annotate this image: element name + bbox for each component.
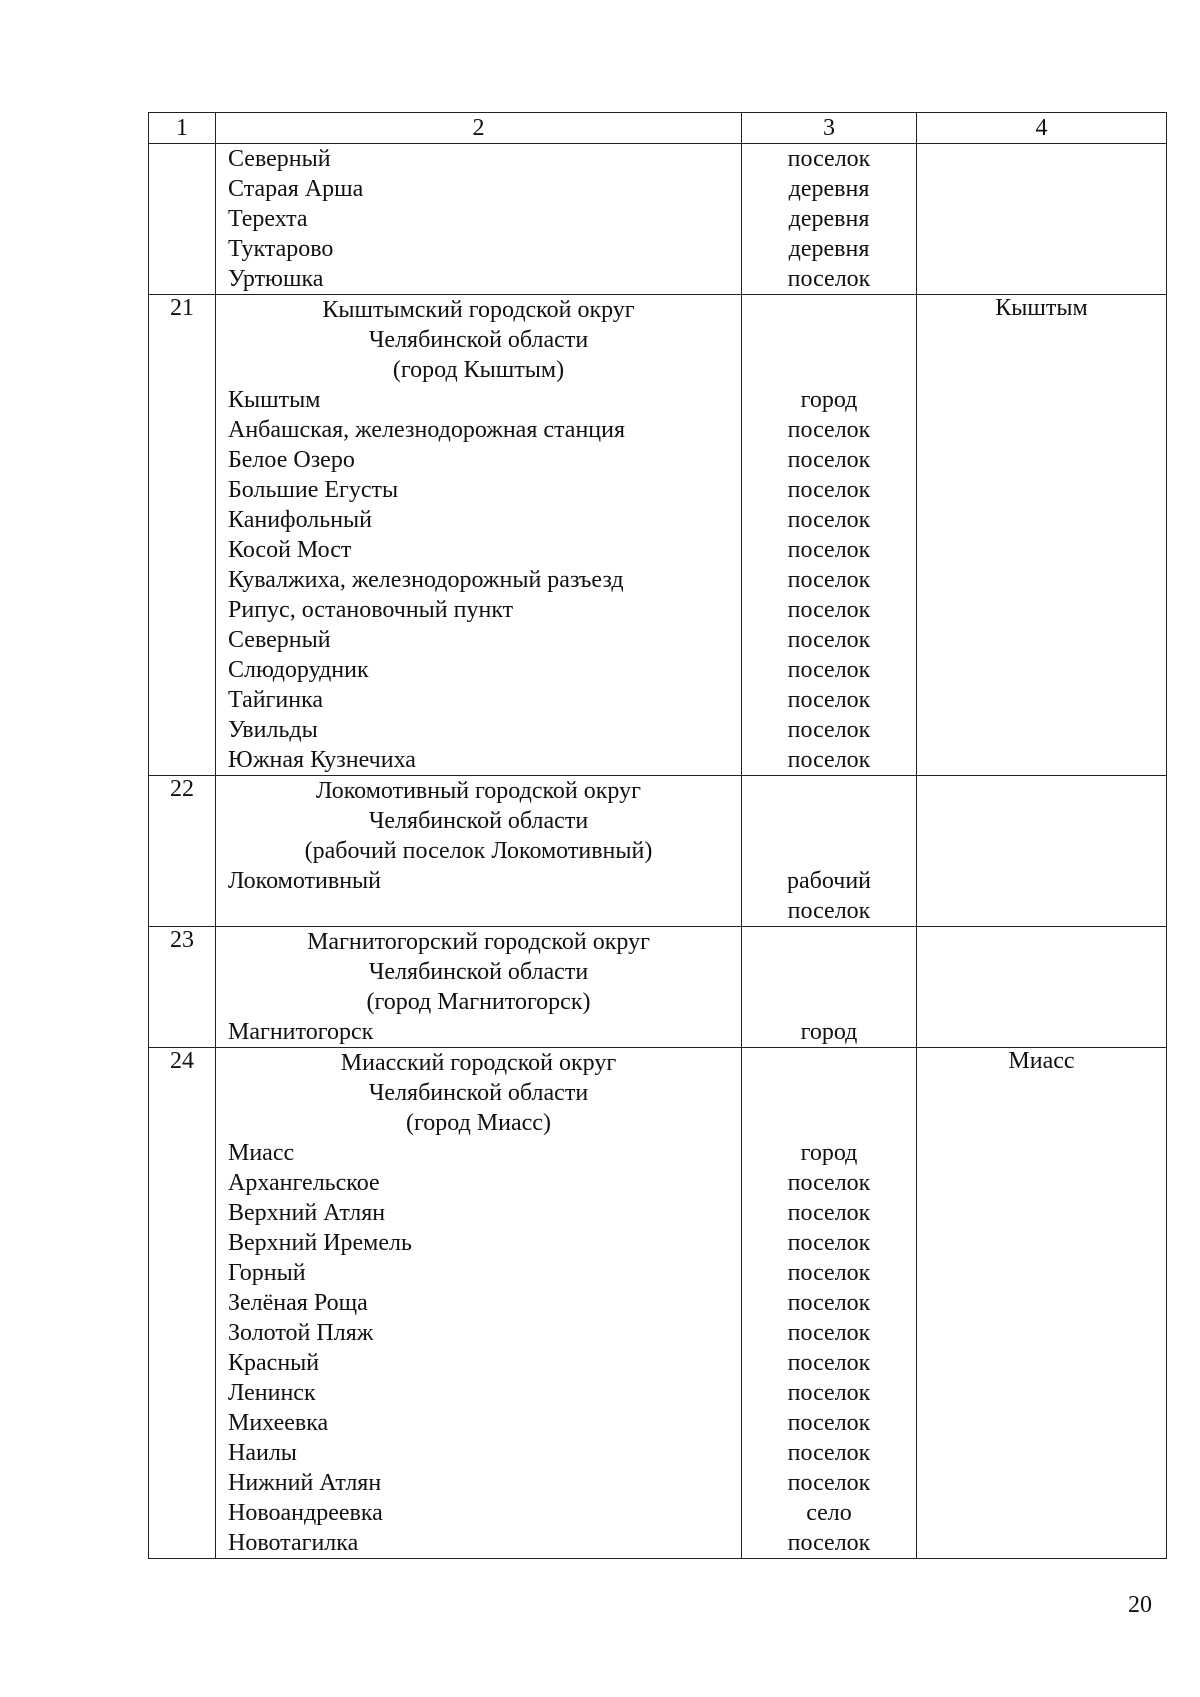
settlement-types-cell bbox=[742, 927, 917, 1048]
settlement-name: Ленинск bbox=[228, 1380, 316, 1406]
settlement-name: Старая Арша bbox=[228, 176, 364, 202]
settlement-type: поселок bbox=[787, 1470, 871, 1496]
spacer-line bbox=[742, 806, 916, 836]
administrative-center bbox=[917, 144, 1167, 295]
administrative-center bbox=[917, 927, 1167, 1048]
settlement-name: Золотой Пляж bbox=[228, 1320, 374, 1346]
settlement-name: Михеевка bbox=[228, 1410, 329, 1436]
settlement-type: рабочий bbox=[787, 868, 871, 894]
settlement-type: поселок bbox=[787, 1200, 871, 1226]
settlement-type: поселок bbox=[787, 687, 871, 713]
settlement-type: поселок bbox=[787, 1380, 871, 1406]
district-title-line: Магнитогорский городской округ bbox=[307, 929, 650, 955]
settlement-name: Большие Егусты bbox=[228, 477, 399, 503]
settlement-type: поселок bbox=[787, 1530, 871, 1556]
administrative-center: Миасс bbox=[917, 1048, 1167, 1559]
settlement-types-cell bbox=[742, 144, 917, 295]
settlement-types-cell bbox=[742, 295, 917, 776]
header-col-1: 1 bbox=[149, 113, 216, 144]
settlement-name: Зелёная Роща bbox=[228, 1290, 368, 1316]
spacer-line bbox=[742, 1078, 916, 1108]
district-title-line: Челябинской области bbox=[368, 959, 589, 985]
settlement-name: Уртюшка bbox=[228, 266, 324, 292]
settlement-name: Кувалжиха, железнодорожный разъезд bbox=[228, 567, 624, 593]
district-row bbox=[149, 927, 1167, 1048]
administrative-center bbox=[917, 776, 1167, 927]
administrative-center: Кыштым bbox=[917, 295, 1167, 776]
settlement-name: Увильды bbox=[228, 717, 318, 743]
settlement-type: поселок bbox=[787, 477, 871, 503]
spacer-line bbox=[742, 776, 916, 806]
settlement-type: поселок bbox=[787, 1320, 871, 1346]
settlement-type: поселок bbox=[787, 537, 871, 563]
settlement-type: поселок bbox=[787, 898, 871, 924]
settlement-name bbox=[216, 896, 741, 926]
settlement-name: Новотагилка bbox=[228, 1530, 359, 1556]
settlement-name: Северный bbox=[228, 146, 331, 172]
district-row bbox=[149, 1048, 1167, 1559]
district-title-line: Локомотивный городской округ bbox=[316, 778, 641, 804]
header-col-4: 4 bbox=[917, 113, 1167, 144]
settlement-type: город bbox=[800, 387, 858, 413]
spacer-line bbox=[742, 927, 916, 957]
settlements-table bbox=[148, 112, 1167, 1559]
settlement-type: поселок bbox=[787, 657, 871, 683]
section-number: 22 bbox=[149, 776, 216, 927]
settlement-type: город bbox=[800, 1140, 858, 1166]
settlement-names-cell bbox=[216, 927, 742, 1048]
settlement-type: поселок bbox=[787, 417, 871, 443]
settlement-type: поселок bbox=[787, 1230, 871, 1256]
district-title-line: Челябинской области bbox=[368, 808, 589, 834]
settlement-name: Рипус, остановочный пункт bbox=[228, 597, 514, 623]
spacer-line bbox=[742, 1048, 916, 1078]
section-number: 24 bbox=[149, 1048, 216, 1559]
settlement-name: Косой Мост bbox=[228, 537, 352, 563]
district-title-line: (город Миасс) bbox=[406, 1110, 551, 1136]
settlement-type: поселок bbox=[787, 717, 871, 743]
settlement-name: Кыштым bbox=[228, 387, 321, 413]
settlement-type: село bbox=[806, 1500, 852, 1526]
spacer-line bbox=[742, 355, 916, 385]
settlement-type: поселок bbox=[787, 567, 871, 593]
settlement-name: Слюдорудник bbox=[228, 657, 369, 683]
spacer-line bbox=[742, 957, 916, 987]
settlement-type: поселок bbox=[787, 1410, 871, 1436]
district-row bbox=[149, 776, 1167, 927]
settlement-name: Нижний Атлян bbox=[228, 1470, 382, 1496]
settlement-name: Наилы bbox=[228, 1440, 297, 1466]
continuation-row bbox=[149, 144, 1167, 295]
district-title-line: Челябинской области bbox=[368, 1080, 589, 1106]
district-title-line: Кыштымский городской округ bbox=[322, 297, 635, 323]
settlement-name: Северный bbox=[228, 627, 331, 653]
spacer-line bbox=[742, 295, 916, 325]
settlement-type: поселок bbox=[787, 1260, 871, 1286]
settlement-name: Горный bbox=[228, 1260, 306, 1286]
district-title-line: (город Магнитогорск) bbox=[366, 989, 591, 1015]
settlement-names-cell bbox=[216, 1048, 742, 1559]
settlement-name: Красный bbox=[228, 1350, 320, 1376]
settlement-type: поселок bbox=[787, 447, 871, 473]
settlement-name: Анбашская, железнодорожная станция bbox=[228, 417, 626, 443]
settlement-type: поселок bbox=[787, 627, 871, 653]
settlement-type: поселок bbox=[787, 146, 871, 172]
settlement-name: Южная Кузнечиха bbox=[228, 747, 416, 773]
settlement-names-cell bbox=[216, 776, 742, 927]
settlement-type: деревня bbox=[788, 236, 870, 262]
settlement-name: Миасс bbox=[228, 1140, 295, 1166]
settlement-type: поселок bbox=[787, 597, 871, 623]
settlement-names-cell bbox=[216, 295, 742, 776]
settlement-types-cell bbox=[742, 776, 917, 927]
settlement-type: поселок bbox=[787, 747, 871, 773]
spacer-line bbox=[742, 836, 916, 866]
settlement-name: Канифольный bbox=[228, 507, 372, 533]
settlement-type: поселок bbox=[787, 507, 871, 533]
district-title-line: Челябинской области bbox=[368, 327, 589, 353]
spacer-line bbox=[742, 987, 916, 1017]
settlement-names-cell bbox=[216, 144, 742, 295]
settlement-type: поселок bbox=[787, 266, 871, 292]
spacer-line bbox=[742, 325, 916, 355]
section-number bbox=[149, 144, 216, 295]
settlement-name: Белое Озеро bbox=[228, 447, 355, 473]
settlement-type: деревня bbox=[788, 206, 870, 232]
section-number: 23 bbox=[149, 927, 216, 1048]
spacer-line bbox=[742, 1108, 916, 1138]
settlement-types-cell bbox=[742, 1048, 917, 1559]
settlement-name: Локомотивный bbox=[228, 868, 382, 894]
header-row bbox=[149, 113, 1167, 144]
settlement-name: Архангельское bbox=[228, 1170, 380, 1196]
page-number: 20 bbox=[1128, 1592, 1152, 1618]
settlement-name: Верхний Иремель bbox=[228, 1230, 412, 1256]
district-title-line: (город Кыштым) bbox=[392, 357, 565, 383]
settlement-name: Туктарово bbox=[228, 236, 334, 262]
settlement-type: поселок bbox=[787, 1350, 871, 1376]
district-title-line: Миасский городской округ bbox=[340, 1050, 617, 1076]
settlement-type: поселок bbox=[787, 1440, 871, 1466]
settlement-name: Новоандреевка bbox=[228, 1500, 383, 1526]
section-number: 21 bbox=[149, 295, 216, 776]
settlement-type: деревня bbox=[788, 176, 870, 202]
district-row bbox=[149, 295, 1167, 776]
settlement-name: Верхний Атлян bbox=[228, 1200, 386, 1226]
settlement-type: поселок bbox=[787, 1290, 871, 1316]
district-title-line: (рабочий поселок Локомотивный) bbox=[304, 838, 653, 864]
settlement-name: Тайгинка bbox=[228, 687, 324, 713]
header-col-3: 3 bbox=[742, 113, 917, 144]
settlement-name: Магнитогорск bbox=[228, 1019, 374, 1045]
settlement-type: поселок bbox=[787, 1170, 871, 1196]
settlement-name: Терехта bbox=[228, 206, 308, 232]
header-col-2: 2 bbox=[216, 113, 742, 144]
settlement-type: город bbox=[800, 1019, 858, 1045]
